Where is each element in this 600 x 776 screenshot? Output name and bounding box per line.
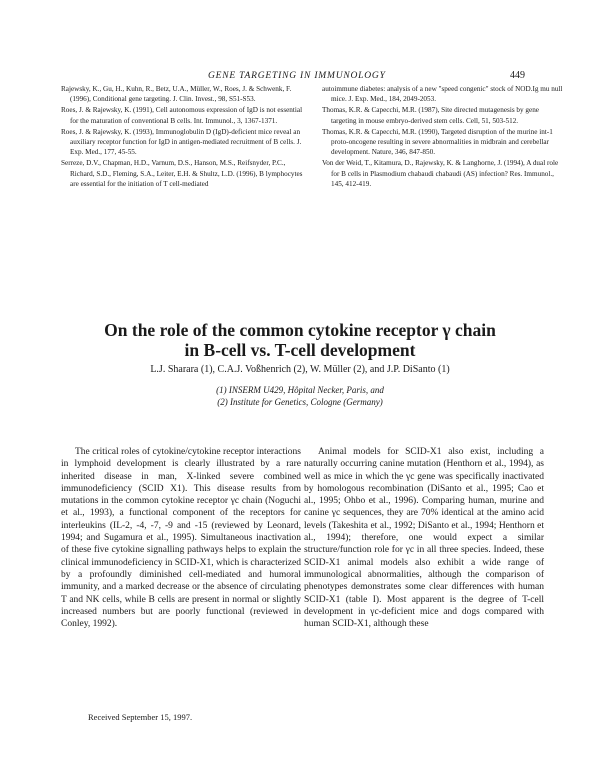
affiliation-1: (1) INSERM U429, Hôpital Necker, Paris, and <box>216 385 384 395</box>
reference-entry: Serreze, D.V., Chapman, H.D., Varnum, D.S., Hanson, M.S., Reifsnyder, P.C., Richard, S.D., Fleming, S.A., Leiter, E.H. & Shultz, L.D. (1996), B lymphocytes are essential for the initiation of T cell-mediated <box>61 159 303 188</box>
reference-entry: autoimmune diabetes: analysis of a new "speed congenic" stock of NOD.Ig mu null mice. J. Exp. Med., 184, 2049-2053. <box>322 85 563 104</box>
reference-entry: Von der Weid, T., Kitamura, D., Rajewsky, K. & Langhorne, J. (1994), A dual role for B cells in Plasmodium chabaudi chabaudi (AS) infection? Res. Immunol., 145, 412-419. <box>322 159 559 188</box>
reference-entry: Roes, J. & Rajewsky, K. (1993), Immunoglobulin D (IgD)-deficient mice reveal an auxiliary receptor function for IgD in antigen-mediated recruitment of B cells. J. Exp. Med., 177, 45-55. <box>61 127 302 157</box>
reference-entry: Thomas, K.R. & Capecchi, M.R. (1990), Targeted disruption of the murine int-1 proto-oncogene resulting in severe abnormalities in midbrain and cerebellar development. Nature, 346, 847-850. <box>322 127 553 157</box>
reference-entry: Rajewsky, K., Gu, H., Kuhn, R., Betz, U.A., Müller, W., Roes, J. & Schwenk, F. (1996), Conditional gene targeting. J. Clin. Invest., 98, S51-S53. <box>61 85 292 104</box>
page-number: 449 <box>510 70 525 81</box>
references-left-column <box>61 84 305 190</box>
article-title <box>60 320 540 360</box>
author-list: L.J. Sharara (1), C.A.J. Voßhenrich (2), W. Müller (2), and J.P. DiSanto (1) <box>150 364 450 375</box>
body-paragraph: Animal models for SCID-X1 also exist, including a naturally occurring canine mutation (Henthorn et al., 1994), as well as mice in which the γc gene was specifically inactivated by homologous recombination (DiSanto et al., 1995; Cao et al., 1995; Ohbo et al., 1996). Comparing human, murine and canine γc sequences, they are 70% identical at the amino acid levels (Takeshita et al., 1992; DiSanto et al., 1994; Henthorn et al., 1994); therefore, one would expect a similar structure/function role for γc in all three species. Indeed, these SCID-X1 animal models also exhibit a wide range of immunological abnormalities, although the comparison of phenotypes demonstrates some clear differences with human SCID-X1 (table I). Most apparent is the degree of T-cell development in γc-deficient mice and dogs compared with human SCID-X1, although these <box>304 447 544 630</box>
article-title-line-1: On the role of the common cytokine receptor γ chain <box>104 319 496 340</box>
received-date: Received September 15, 1997. <box>88 712 193 722</box>
running-head: GENE TARGETING IN IMMUNOLOGY <box>208 71 386 81</box>
body-left-column <box>61 446 301 630</box>
reference-entry: Roes, J. & Rajewsky, K. (1991), Cell autonomous expression of IgD is not essential for the maturation of conventional B cells. Int. Immunol., 3, 1367-1371. <box>61 106 303 125</box>
affiliation-2: (2) Institute for Genetics, Cologne (Germany) <box>217 397 383 407</box>
reference-entry: Thomas, K.R. & Capecchi, M.R. (1987), Site directed mutagenesis by gene targeting in mouse embryo-derived stem cells. Cell, 51, 503-512. <box>322 106 539 125</box>
article-title-line-2: in B-cell vs. T-cell development <box>184 339 416 360</box>
body-paragraph: The critical roles of cytokine/cytokine receptor interactions in lymphoid development is clearly illustrated by a rare inherited disease in man, X-linked severe combined immunodeficiency (SCID X1). This disease results from mutations in the common cytokine receptor γc chain (Noguchi et al., 1993), a functional component of the receptors for interleukins (IL-2, -4, -7, -9 and -15 (reviewed by Leonard, 1994; and Sugamura et al., 1995). Simultaneous inactivation of these five cytokine signalling pathways helps to explain the clinical immunodeficiency in SCID-X1, which is characterized by a profoundly diminished cell-mediated and humoral immunity, and a marked decrease or the absence of circulating T and NK cells, while B cells are present in normal or slightly increased numbers but are poorly functional (reviewed in Conley, 1992). <box>61 447 301 630</box>
body-right-column <box>304 446 544 630</box>
references-right-column <box>322 84 566 190</box>
